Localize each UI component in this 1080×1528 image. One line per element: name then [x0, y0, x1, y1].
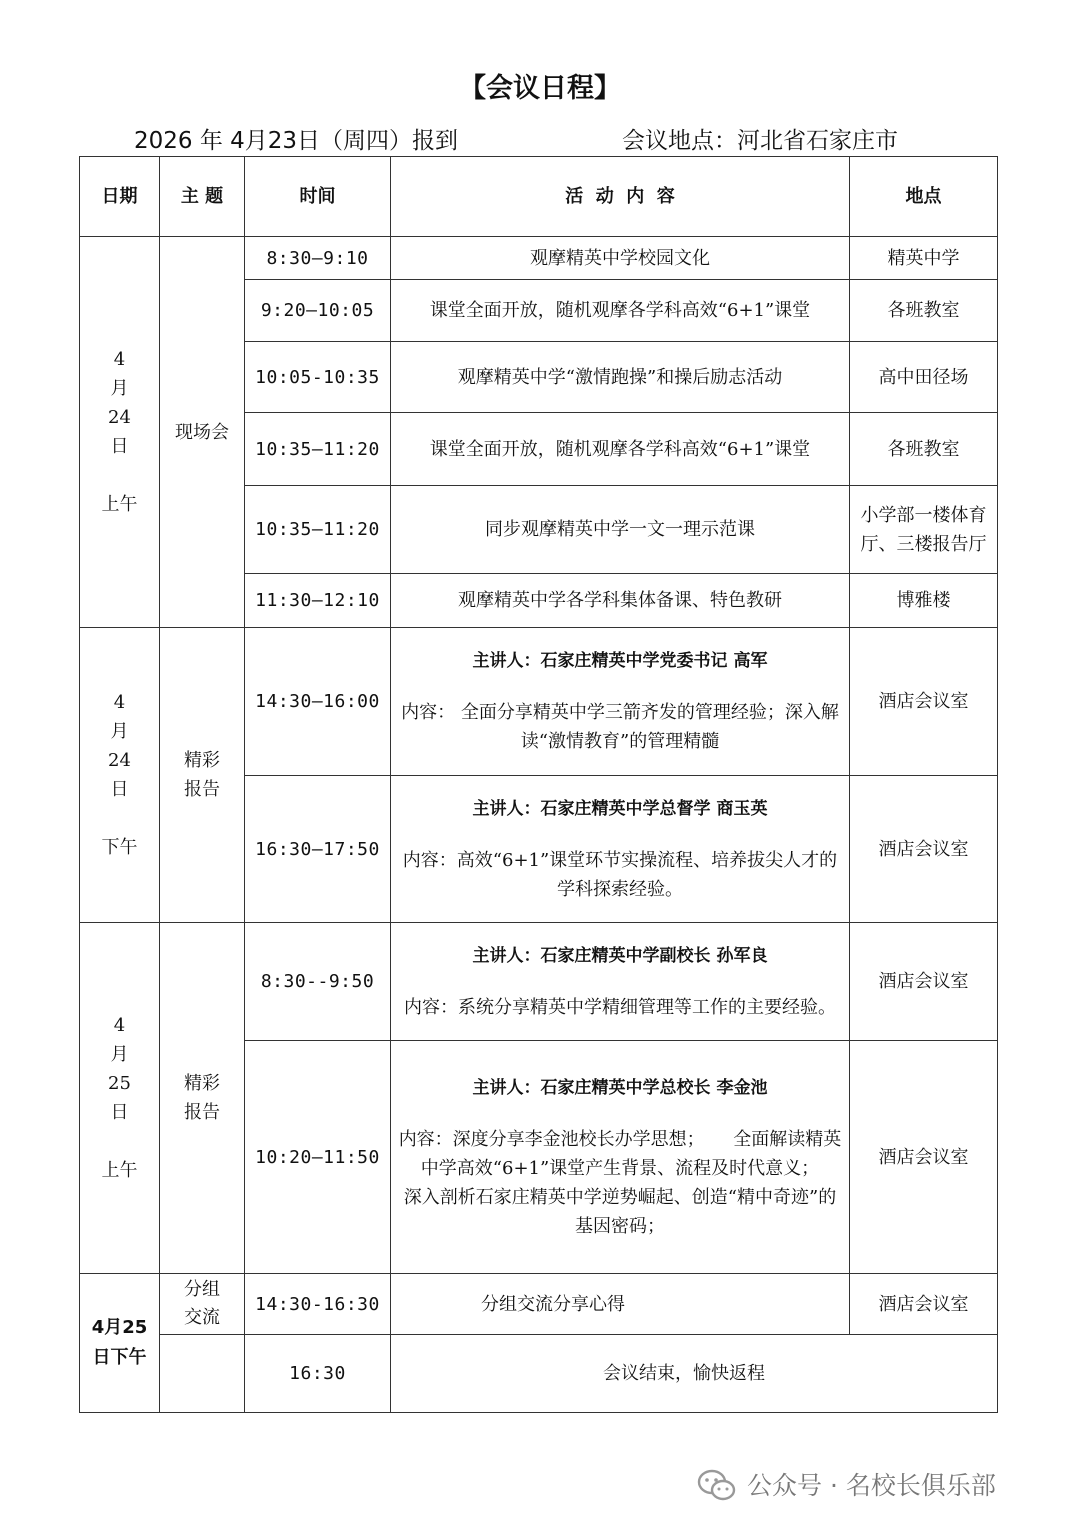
time-cell: 8:30--9:50 — [245, 923, 391, 1041]
activity-cell: 观摩精英中学各学科集体备课、特色教研 — [391, 574, 850, 628]
header-date: 日期 — [80, 157, 160, 237]
place-cell: 酒店会议室 — [850, 776, 998, 923]
page-title: 【会议日程】 — [459, 73, 621, 104]
speaker-line: 主讲人：石家庄精英中学总校长 李金池 — [472, 1077, 768, 1098]
time-cell: 16:30 — [245, 1335, 391, 1413]
activity-cell: 观摩精英中学“激情跑操”和操后励志活动 — [391, 342, 850, 413]
activity-cell: 同步观摩精英中学一文一理示范课 — [391, 486, 850, 574]
place-cell: 高中田径场 — [850, 342, 998, 413]
table-row — [80, 1274, 998, 1335]
place-cell: 各班教室 — [850, 280, 998, 342]
date-cell: 4月25日下午 — [80, 1274, 160, 1413]
place-cell: 小学部一楼体育厅、三楼报告厅 — [850, 486, 998, 574]
wechat-icon — [697, 1469, 737, 1503]
activity-cell — [391, 628, 850, 776]
checkin-line: 2026 年 4月23日（周四）报到 — [134, 128, 459, 154]
date-cell: 4 月 24 日 上午 — [80, 237, 160, 628]
place-cell: 精英中学 — [850, 237, 998, 280]
header-row — [80, 157, 998, 237]
activity-cell: 课堂全面开放，随机观摩各学科高效“6+1”课堂 — [391, 280, 850, 342]
schedule-table — [79, 156, 998, 1413]
time-cell: 14:30-16:30 — [245, 1274, 391, 1335]
content-line: 内容：系统分享精英中学精细管理等工作的主要经验。 — [404, 996, 836, 1018]
place-cell: 各班教室 — [850, 413, 998, 486]
content-line: 内容：高效“6+1”课堂环节实操流程、培养拔尖人才的学科探索经验。 — [402, 849, 838, 900]
speaker-line: 主讲人：石家庄精英中学总督学 商玉英 — [472, 798, 768, 819]
theme-cell: 精彩报告 — [160, 923, 245, 1274]
footer-watermark — [697, 1466, 996, 1506]
time-cell: 14:30—16:00 — [245, 628, 391, 776]
table-row — [80, 628, 998, 776]
time-cell: 10:35—11:20 — [245, 413, 391, 486]
venue-line: 会议地点：河北省石家庄市 — [622, 128, 898, 154]
place-cell: 酒店会议室 — [850, 1041, 998, 1274]
table-row — [80, 1335, 998, 1413]
content-line: 内容： 全面分享精英中学三箭齐发的管理经验；深入解读“激情教育”的管理精髓 — [401, 702, 839, 752]
time-cell: 10:20—11:50 — [245, 1041, 391, 1274]
activity-cell — [391, 923, 850, 1041]
place-cell: 酒店会议室 — [850, 628, 998, 776]
activity-cell: 观摩精英中学校园文化 — [391, 237, 850, 280]
content-line: 内容：深度分享李金池校长办学思想； 全面解读精英中学高效“6+1”课堂产生背景、流程及时代意义； — [398, 1128, 842, 1179]
speaker-line: 主讲人：石家庄精英中学副校长 孙军良 — [472, 945, 768, 966]
header-activity: 活 动 内 容 — [391, 157, 850, 237]
table-row — [80, 237, 998, 280]
theme-cell: 分组交流 — [160, 1274, 245, 1335]
place-cell: 酒店会议室 — [850, 1274, 998, 1335]
table-row — [80, 923, 998, 1041]
header-place: 地点 — [850, 157, 998, 237]
time-cell: 8:30—9:10 — [245, 237, 391, 280]
activity-cell: 分组交流分享心得 — [391, 1274, 850, 1335]
time-cell: 16:30—17:50 — [245, 776, 391, 923]
header-time: 时间 — [245, 157, 391, 237]
activity-cell — [391, 776, 850, 923]
content-line: 深入剖析石家庄精英中学逆势崛起、创造“精中奇迹”的基因密码； — [403, 1186, 837, 1237]
date-cell: 4 月 25 日 上午 — [80, 923, 160, 1274]
time-cell: 9:20—10:05 — [245, 280, 391, 342]
activity-cell: 课堂全面开放，随机观摩各学科高效“6+1”课堂 — [391, 413, 850, 486]
header-theme: 主 题 — [160, 157, 245, 237]
theme-cell: 现场会 — [160, 237, 245, 628]
theme-cell: 精彩报告 — [160, 628, 245, 923]
place-cell: 博雅楼 — [850, 574, 998, 628]
time-cell: 10:05-10:35 — [245, 342, 391, 413]
place-cell: 酒店会议室 — [850, 923, 998, 1041]
time-cell: 10:35—11:20 — [245, 486, 391, 574]
footer-text: 公众号 · 名校长俱乐部 — [747, 1471, 996, 1500]
activity-cell: 会议结束，愉快返程 — [391, 1335, 998, 1413]
activity-cell — [391, 1041, 850, 1274]
time-cell: 11:30—12:10 — [245, 574, 391, 628]
theme-cell-empty — [160, 1335, 245, 1413]
date-cell: 4 月 24 日 下午 — [80, 628, 160, 923]
speaker-line: 主讲人：石家庄精英中学党委书记 高军 — [472, 651, 768, 671]
